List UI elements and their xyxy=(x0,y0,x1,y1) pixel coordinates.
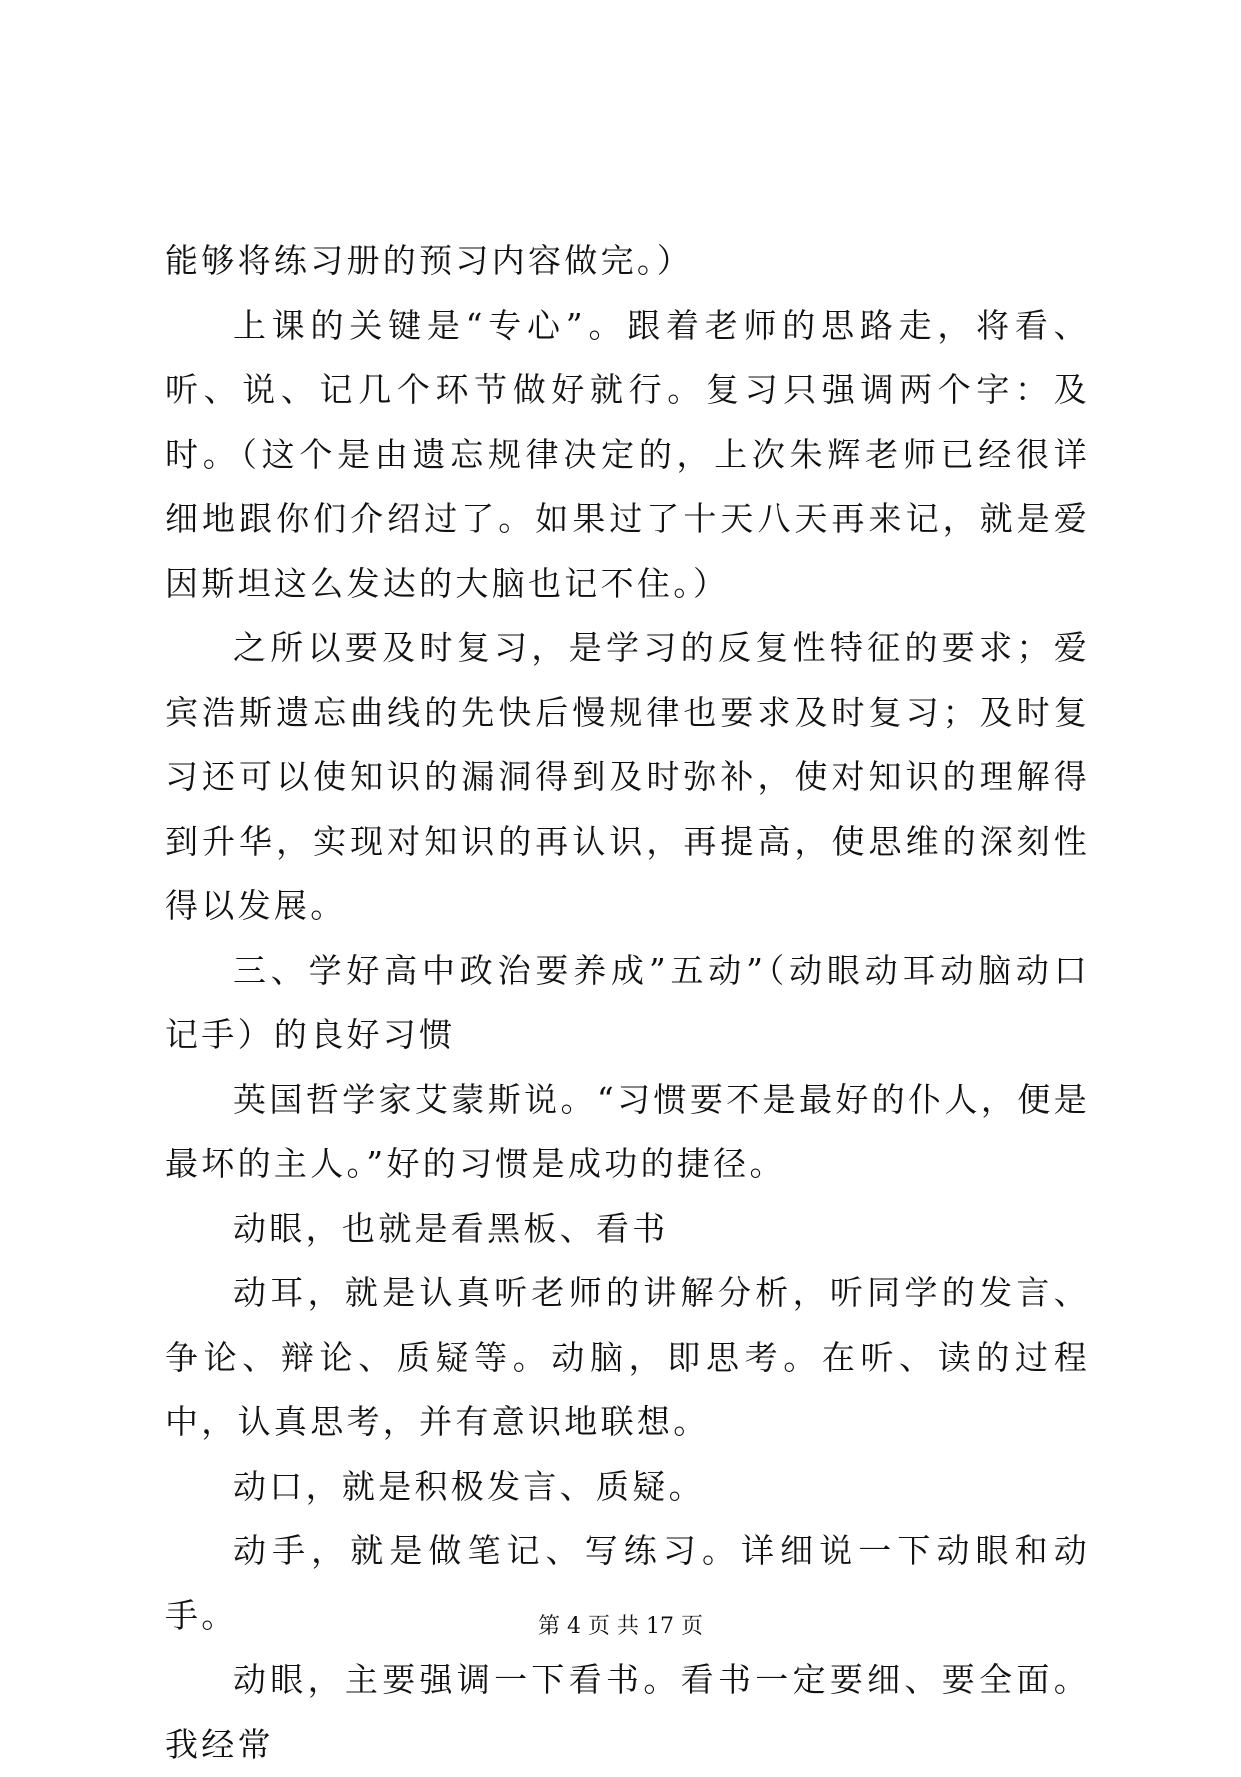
paragraph-5: 动眼，也就是看黑板、看书 xyxy=(233,1208,669,1248)
paragraph-9: 动眼，主要强调一下看书。看书一定要细、要全面。我经常 xyxy=(165,1660,1090,1764)
document-body xyxy=(165,229,1090,1777)
paragraph-2: 上课的关键是“专心”。跟着老师的思路走，将看、听、说、记几个环节做好就行。复习只强调两个字：及时。（这个是由遗忘规律决定的，上次朱辉老师已经很详细地跟你们介绍过了。如果过了十天八天再来记，就是爱因斯坦这么发达的大脑也记不住。） xyxy=(165,305,1090,603)
paragraph-4: 英国哲学家艾蒙斯说。“习惯要不是最好的仆人，便是最坏的主人。”好的习惯是成功的捷径。 xyxy=(165,1079,1090,1183)
paragraph-6: 动耳，就是认真听老师的讲解分析，听同学的发言、争论、辩论、质疑等。动脑，即思考。在听、读的过程中，认真思考，并有意识地联想。 xyxy=(165,1273,1090,1441)
paragraph-1: 能够将练习册的预习内容做完。） xyxy=(165,241,693,280)
section-heading-3: 三、学好高中政治要养成”五动”（动眼动耳动脑动口记手）的良好习惯 xyxy=(165,950,1090,1054)
paragraph-7: 动口，就是积极发言、质疑。 xyxy=(233,1466,705,1506)
paragraph-8: 动手，就是做笔记、写练习。详细说一下动眼和动手。 xyxy=(165,1531,1090,1635)
paragraph-3: 之所以要及时复习，是学习的反复性特征的要求；爱宾浩斯遗忘曲线的先快后慢规律也要求及时复习；及时复习还可以使知识的漏洞得到及时弥补，使对知识的理解得到升华，实现对知识的再认识，再提高，使思维的深刻性得以发展。 xyxy=(165,628,1090,925)
page-number-footer: 第 4 页 共 17 页 xyxy=(538,1614,703,1639)
